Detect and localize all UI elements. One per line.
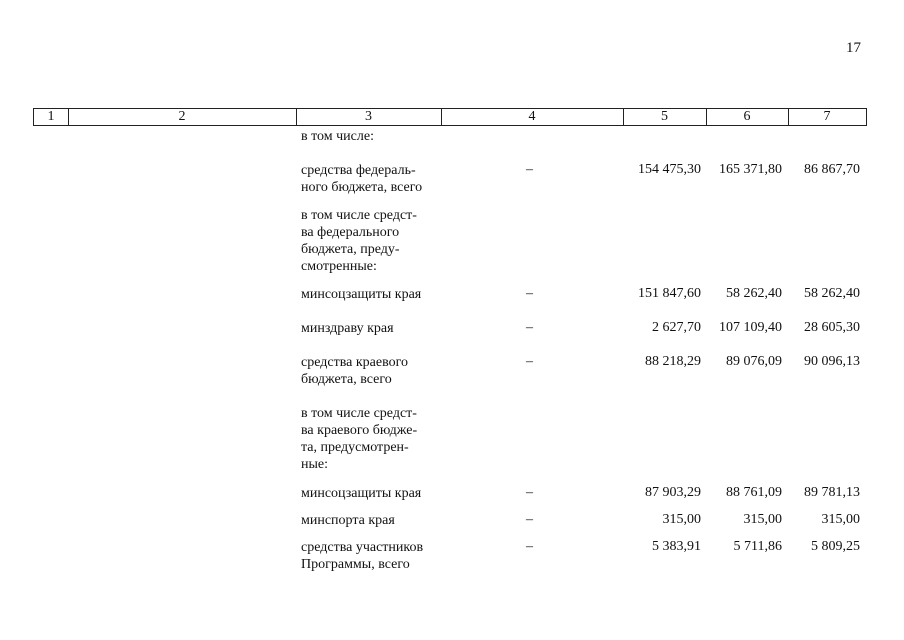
row-7-col6: 88 761,09	[726, 485, 782, 500]
row-6-description: в том числе средст- ва краевого бюдже- та, предусмотрен- ные:	[301, 406, 418, 472]
row-5-col4: –	[526, 354, 533, 369]
row-3-description: минсоцзащиты края	[301, 287, 422, 302]
row-5-description: средства краевого бюджета, всего	[301, 355, 408, 387]
row-5-col5: 88 218,29	[645, 354, 701, 369]
row-1-col7: 86 867,70	[804, 162, 860, 177]
row-1-col5: 154 475,30	[638, 162, 701, 177]
row-0-description: в том числе:	[301, 129, 374, 144]
row-1-col6: 165 371,80	[719, 162, 782, 177]
row-2-description: в том числе средст- ва федерального бюджета, преду- смотренные:	[301, 208, 417, 274]
row-8-col5: 315,00	[662, 512, 701, 527]
row-5-col7: 90 096,13	[804, 354, 860, 369]
page-number: 17	[846, 40, 861, 56]
header-col-7: 7	[823, 109, 831, 124]
row-1-description: средства федераль- ного бюджета, всего	[301, 163, 423, 195]
row-4-col4: –	[526, 320, 533, 335]
row-3-col4: –	[526, 286, 533, 301]
row-8-col4: –	[526, 512, 533, 527]
header-col-4: 4	[528, 109, 536, 124]
row-4-description: минздраву края	[301, 321, 394, 336]
table-header-row	[33, 108, 867, 126]
row-4-col6: 107 109,40	[719, 320, 782, 335]
header-col-3: 3	[365, 109, 372, 124]
row-7-col4: –	[526, 485, 533, 500]
row-4-col7: 28 605,30	[804, 320, 860, 335]
row-7-description: минсоцзащиты края	[301, 486, 422, 501]
header-col-6: 6	[743, 109, 751, 124]
row-8-col7: 315,00	[821, 512, 860, 527]
row-4-col5: 2 627,70	[652, 320, 701, 335]
row-9-col7: 5 809,25	[811, 539, 860, 554]
row-5-col6: 89 076,09	[726, 354, 782, 369]
row-9-col5: 5 383,91	[652, 539, 701, 554]
row-3-col6: 58 262,40	[726, 286, 782, 301]
header-col-1: 1	[47, 109, 55, 124]
row-1-col4: –	[526, 162, 533, 177]
row-8-col6: 315,00	[743, 512, 782, 527]
row-9-description: средства участников Программы, всего	[301, 540, 424, 572]
row-9-col6: 5 711,86	[733, 539, 782, 554]
row-9-col4: –	[526, 539, 533, 554]
header-col-5: 5	[661, 109, 668, 124]
header-col-2: 2	[178, 109, 186, 124]
row-7-col7: 89 781,13	[804, 485, 860, 500]
row-3-col5: 151 847,60	[638, 286, 701, 301]
row-7-col5: 87 903,29	[645, 485, 701, 500]
row-8-description: минспорта края	[301, 513, 395, 528]
row-3-col7: 58 262,40	[804, 286, 860, 301]
